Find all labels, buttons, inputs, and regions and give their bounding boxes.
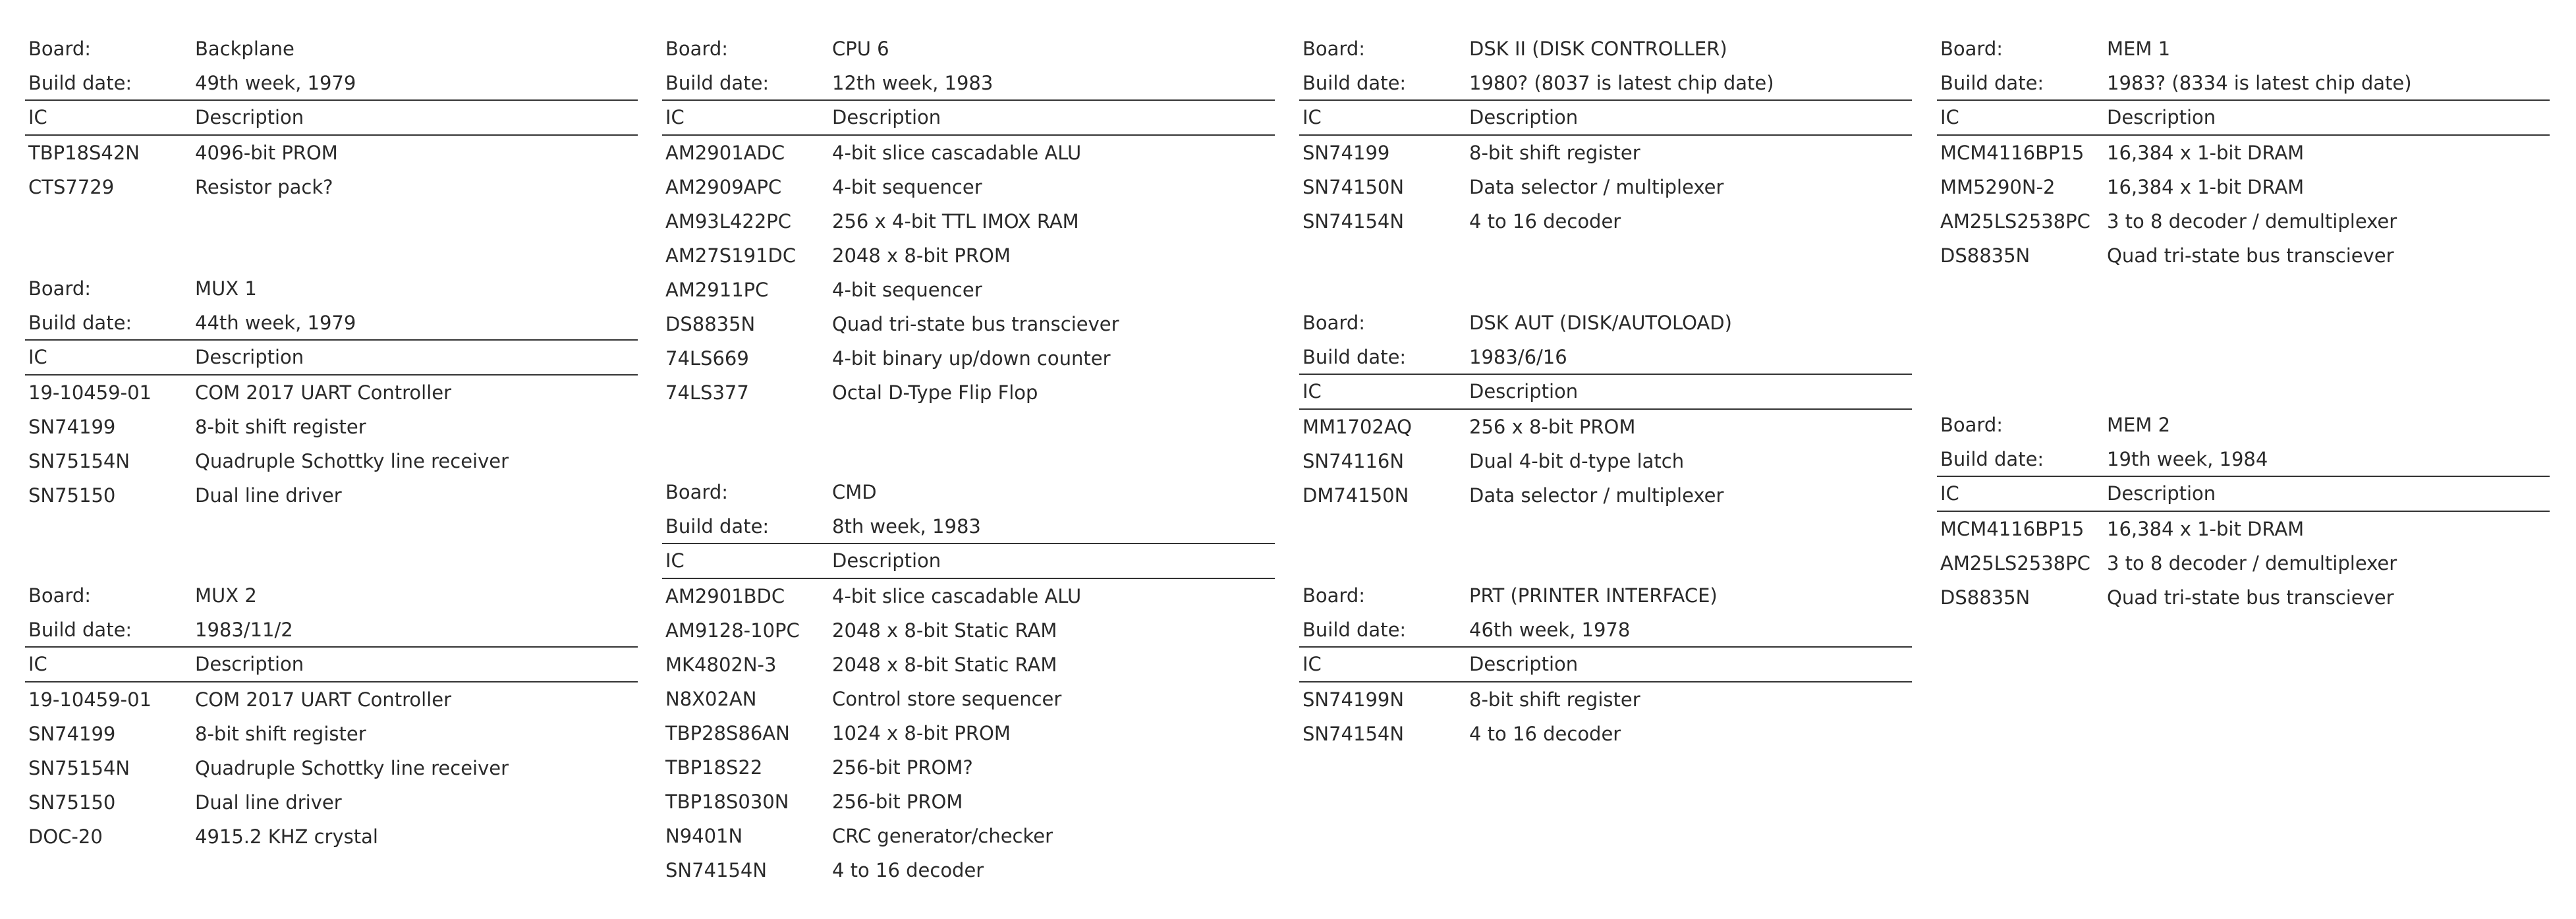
chip-row-value: 256-bit PROM: [832, 791, 963, 813]
column-header-row-label: IC: [665, 549, 685, 572]
chip-row: [662, 273, 1275, 307]
chip-row-label: N8X02AN: [665, 688, 757, 710]
chip-row-label: MCM4116BP15: [1940, 518, 2085, 540]
chip-row-value: Data selector / multiplexer: [1469, 484, 1724, 507]
chip-row-label: CTS7729: [28, 176, 115, 198]
column-header-row-label: IC: [1940, 482, 1959, 505]
chip-row: [25, 444, 638, 478]
chip-row: [1937, 546, 2550, 580]
build-date-row-value: 8th week, 1983: [832, 515, 981, 538]
board-name-row-value: CPU 6: [832, 38, 889, 60]
chip-row-value: 4096-bit PROM: [195, 142, 338, 164]
chip-row: [662, 819, 1275, 853]
chip-row-label: SN74199N: [1302, 688, 1405, 711]
column-header-row-label: IC: [28, 653, 47, 675]
chip-row: [1299, 478, 1912, 513]
chip-row-value: Quad tri-state bus transciever: [832, 313, 1119, 335]
build-date-row: [1937, 66, 2550, 101]
chip-row-label: SN74150N: [1302, 176, 1405, 198]
chip-row-label: 74LS669: [665, 347, 749, 370]
board-name-row-label: Board:: [28, 584, 92, 607]
build-date-row-value: 1980? (8037 is latest chip date): [1469, 72, 1774, 94]
chip-row: [1937, 238, 2550, 273]
chip-row: [25, 820, 638, 854]
board-name-row-label: Board:: [1302, 38, 1366, 60]
chip-row-value: 4-bit sequencer: [832, 279, 982, 301]
chip-row: [1937, 580, 2550, 615]
column-header-row-value: Description: [1469, 380, 1579, 403]
build-date-row: [25, 66, 638, 101]
column-header-row: [1299, 375, 1912, 410]
column-header-row-label: IC: [1302, 106, 1322, 128]
chip-row-label: DS8835N: [1940, 586, 2030, 609]
build-date-row-label: Build date:: [1302, 619, 1407, 641]
column-header-row: [1299, 648, 1912, 682]
chip-row-label: AM2911PC: [665, 279, 769, 301]
board-name-row-value: MEM 2: [2107, 414, 2171, 436]
chip-row: [1937, 512, 2550, 546]
chip-row-value: Dual 4-bit d-type latch: [1469, 450, 1685, 472]
chip-row-value: Resistor pack?: [195, 176, 333, 198]
chip-row-label: AM2901ADC: [665, 142, 785, 164]
chip-row-value: 8-bit shift register: [195, 416, 366, 438]
board-name-row-value: DSK AUT (DISK/AUTOLOAD): [1469, 312, 1732, 334]
chip-row-label: SN75150: [28, 791, 116, 814]
column-header-row-label: IC: [28, 346, 47, 368]
chip-row: [1937, 136, 2550, 170]
chip-row: [662, 682, 1275, 716]
column-header-row-value: Description: [832, 549, 941, 572]
chip-row-label: DOC-20: [28, 825, 103, 848]
build-date-row-label: Build date:: [665, 72, 770, 94]
chip-row: [662, 204, 1275, 238]
chip-row-value: 4 to 16 decoder: [1469, 210, 1621, 233]
build-date-row-value: 44th week, 1979: [195, 312, 356, 334]
column-header-row: [662, 544, 1275, 579]
chip-row-label: AM2901BDC: [665, 585, 785, 607]
board-name-row: [1937, 408, 2550, 442]
chip-row-label: MM5290N-2: [1940, 176, 2056, 198]
chip-row-value: Dual line driver: [195, 791, 342, 814]
chip-row-value: 256 x 4-bit TTL IMOX RAM: [832, 210, 1079, 233]
board-table: [1937, 408, 2550, 615]
chip-row-value: 4-bit binary up/down counter: [832, 347, 1111, 370]
chip-row: [1299, 717, 1912, 751]
build-date-row-value: 46th week, 1978: [1469, 619, 1631, 641]
chip-row: [662, 750, 1275, 785]
chip-row-value: Quadruple Schottky line receiver: [195, 450, 509, 472]
build-date-row: [1299, 340, 1912, 375]
chip-row-label: MK4802N-3: [665, 654, 777, 676]
chip-row: [662, 136, 1275, 170]
chip-row-label: SN75150: [28, 484, 116, 507]
board-name-row: [25, 32, 638, 66]
board-name-row: [25, 578, 638, 613]
chip-row-value: 4 to 16 decoder: [832, 859, 984, 881]
chip-row-value: 2048 x 8-bit Static RAM: [832, 654, 1057, 676]
column-header-row: [1937, 101, 2550, 136]
board-name-row-value: PRT (PRINTER INTERFACE): [1469, 584, 1718, 607]
build-date-row-label: Build date:: [1302, 346, 1407, 368]
chip-row-value: 3 to 8 decoder / demultiplexer: [2107, 210, 2397, 233]
chip-row-value: 1024 x 8-bit PROM: [832, 722, 1011, 744]
board-table: [662, 32, 1275, 410]
column-header-row-label: IC: [1302, 380, 1322, 403]
chip-row: [662, 716, 1275, 750]
board-name-row-value: Backplane: [195, 38, 294, 60]
board-name-row-value: MEM 1: [2107, 38, 2171, 60]
build-date-row: [1299, 613, 1912, 648]
chip-row: [25, 717, 638, 751]
chip-row-label: DS8835N: [1940, 244, 2030, 267]
chip-row: [25, 682, 638, 717]
board-name-row: [1299, 32, 1912, 66]
chip-row: [25, 751, 638, 785]
chip-row-value: 8-bit shift register: [1469, 688, 1640, 711]
chip-row-label: MM1702AQ: [1302, 416, 1412, 438]
build-date-row: [662, 509, 1275, 544]
chip-row-label: SN74116N: [1302, 450, 1405, 472]
chip-row-value: 16,384 x 1-bit DRAM: [2107, 142, 2305, 164]
chip-row-value: 4915.2 KHZ crystal: [195, 825, 378, 848]
build-date-row: [1937, 442, 2550, 477]
board-table: [1937, 32, 2550, 273]
chip-row-value: 8-bit shift register: [195, 723, 366, 745]
chip-row-label: TBP18S22: [665, 756, 763, 779]
chip-row: [25, 478, 638, 513]
column-header-row-label: IC: [1940, 106, 1959, 128]
chip-row-value: 4-bit sequencer: [832, 176, 982, 198]
chip-row-label: AM27S191DC: [665, 244, 797, 267]
chip-row-value: Data selector / multiplexer: [1469, 176, 1724, 198]
board-name-row-label: Board:: [1940, 414, 2003, 436]
board-name-row-label: Board:: [28, 38, 92, 60]
chip-row: [662, 613, 1275, 648]
column-header-row: [1937, 477, 2550, 512]
build-date-row-value: 1983? (8334 is latest chip date): [2107, 72, 2412, 94]
chip-row: [662, 170, 1275, 204]
chip-row-value: 2048 x 8-bit PROM: [832, 244, 1011, 267]
board-table: [1299, 578, 1912, 751]
chip-row: [1937, 204, 2550, 238]
column-header-row: [25, 648, 638, 682]
chip-row-label: SN74199: [28, 723, 116, 745]
chip-row-value: 4-bit slice cascadable ALU: [832, 142, 1082, 164]
chip-row: [1299, 170, 1912, 204]
board-name-row-label: Board:: [665, 481, 729, 503]
chip-row-value: Octal D-Type Flip Flop: [832, 381, 1038, 404]
build-date-row-label: Build date:: [1940, 448, 2044, 470]
build-date-row-label: Build date:: [28, 312, 132, 334]
build-date-row-label: Build date:: [1940, 72, 2044, 94]
board-name-row-label: Board:: [28, 277, 92, 300]
chip-row-label: SN74199: [1302, 142, 1390, 164]
build-date-row-label: Build date:: [665, 515, 770, 538]
chip-row-label: TBP18S030N: [665, 791, 789, 813]
chip-row-value: 8-bit shift register: [1469, 142, 1640, 164]
chip-row-label: AM25LS2538PC: [1940, 210, 2090, 233]
board-name-row-value: MUX 1: [195, 277, 257, 300]
column-header-row-value: Description: [195, 346, 304, 368]
chip-row: [25, 376, 638, 410]
build-date-row-label: Build date:: [28, 619, 132, 641]
board-name-row: [1299, 306, 1912, 340]
chip-row-value: 4 to 16 decoder: [1469, 723, 1621, 745]
column-header-row: [25, 341, 638, 376]
chip-row-value: Control store sequencer: [832, 688, 1062, 710]
chip-row-label: SN74154N: [665, 859, 768, 881]
board-table: [25, 271, 638, 513]
chip-row-label: 19-10459-01: [28, 688, 152, 711]
chip-row: [662, 238, 1275, 273]
build-date-row: [25, 613, 638, 648]
chip-row-label: 19-10459-01: [28, 381, 152, 404]
chip-row-value: COM 2017 UART Controller: [195, 688, 452, 711]
column-header-row-label: IC: [1302, 653, 1322, 675]
column-header-row: [25, 101, 638, 136]
chip-row: [662, 376, 1275, 410]
chip-row: [1937, 170, 2550, 204]
chip-row-label: AM93L422PC: [665, 210, 792, 233]
chip-row: [1299, 682, 1912, 717]
chip-row: [25, 410, 638, 444]
chip-row-value: 16,384 x 1-bit DRAM: [2107, 176, 2305, 198]
column-header-row-value: Description: [1469, 106, 1579, 128]
chip-row-value: 256-bit PROM?: [832, 756, 973, 779]
build-date-row-value: 1983/11/2: [195, 619, 293, 641]
build-date-row: [662, 66, 1275, 101]
chip-row: [1299, 410, 1912, 444]
column-header-row-label: IC: [665, 106, 685, 128]
chip-row: [662, 853, 1275, 887]
board-name-row: [1937, 32, 2550, 66]
board-name-row: [25, 271, 638, 306]
board-name-row-label: Board:: [1302, 584, 1366, 607]
chip-row-label: TBP18S42N: [28, 142, 140, 164]
build-date-row-value: 1983/6/16: [1469, 346, 1567, 368]
build-date-row-label: Build date:: [28, 72, 132, 94]
chip-row: [25, 170, 638, 204]
chip-row: [25, 136, 638, 170]
chip-row-label: AM9128-10PC: [665, 619, 800, 642]
chip-row-value: 16,384 x 1-bit DRAM: [2107, 518, 2305, 540]
board-name-row-label: Board:: [1940, 38, 2003, 60]
board-name-row-value: MUX 2: [195, 584, 257, 607]
board-table: [1299, 32, 1912, 238]
column-header-row-value: Description: [195, 653, 304, 675]
chip-row-value: 2048 x 8-bit Static RAM: [832, 619, 1057, 642]
build-date-row-value: 49th week, 1979: [195, 72, 356, 94]
board-name-row: [1299, 578, 1912, 613]
build-date-row-value: 19th week, 1984: [2107, 448, 2268, 470]
column-header-row-value: Description: [1469, 653, 1579, 675]
chip-row: [662, 341, 1275, 376]
chip-row-label: SN74154N: [1302, 723, 1405, 745]
chip-row-value: 256 x 8-bit PROM: [1469, 416, 1636, 438]
column-header-row: [662, 101, 1275, 136]
board-name-row-value: CMD: [832, 481, 877, 503]
board-name-row-label: Board:: [665, 38, 729, 60]
board-name-row-value: DSK II (DISK CONTROLLER): [1469, 38, 1727, 60]
chip-row-label: DM74150N: [1302, 484, 1409, 507]
build-date-row: [25, 306, 638, 341]
chip-row-label: 74LS377: [665, 381, 749, 404]
board-name-row-label: Board:: [1302, 312, 1366, 334]
board-name-row: [662, 32, 1275, 66]
chip-row-label: SN74154N: [1302, 210, 1405, 233]
column-header-row-value: Description: [832, 106, 941, 128]
chip-row-label: TBP28S86AN: [665, 722, 790, 744]
chip-row-value: Quad tri-state bus transciever: [2107, 586, 2394, 609]
chip-row-label: SN75154N: [28, 757, 130, 779]
chip-row: [662, 307, 1275, 341]
column-header-row-value: Description: [2107, 106, 2216, 128]
column-header-row-value: Description: [195, 106, 304, 128]
column-header-row: [1299, 101, 1912, 136]
chip-row-label: DS8835N: [665, 313, 756, 335]
build-date-row-value: 12th week, 1983: [832, 72, 994, 94]
column-header-row-label: IC: [28, 106, 47, 128]
column-header-row-value: Description: [2107, 482, 2216, 505]
chip-row-label: SN74199: [28, 416, 116, 438]
chip-row-value: 3 to 8 decoder / demultiplexer: [2107, 552, 2397, 574]
chip-row-value: Quadruple Schottky line receiver: [195, 757, 509, 779]
board-table: [25, 578, 638, 854]
board-table: [25, 32, 638, 204]
chip-row: [662, 579, 1275, 613]
chip-row: [25, 785, 638, 820]
chip-row-label: N9401N: [665, 825, 743, 847]
chip-row-value: 4-bit slice cascadable ALU: [832, 585, 1082, 607]
chip-row-value: COM 2017 UART Controller: [195, 381, 452, 404]
chip-row: [662, 785, 1275, 819]
chip-row-value: Quad tri-state bus transciever: [2107, 244, 2394, 267]
chip-row: [1299, 136, 1912, 170]
chip-row: [662, 648, 1275, 682]
chip-row: [1299, 444, 1912, 478]
chip-row: [1299, 204, 1912, 238]
chip-row-label: AM25LS2538PC: [1940, 552, 2090, 574]
chip-row-label: MCM4116BP15: [1940, 142, 2085, 164]
board-table: [662, 475, 1275, 887]
chip-row-label: SN75154N: [28, 450, 130, 472]
board-table: [1299, 306, 1912, 513]
chip-row-value: CRC generator/checker: [832, 825, 1053, 847]
chip-row-label: AM2909APC: [665, 176, 782, 198]
build-date-row: [1299, 66, 1912, 101]
chip-row-value: Dual line driver: [195, 484, 342, 507]
board-name-row: [662, 475, 1275, 509]
build-date-row-label: Build date:: [1302, 72, 1407, 94]
